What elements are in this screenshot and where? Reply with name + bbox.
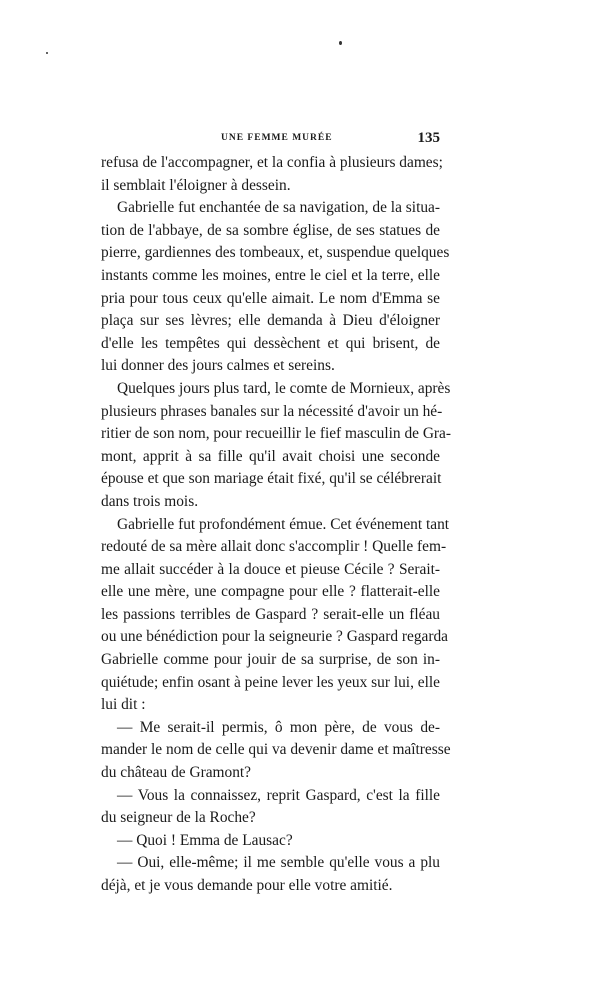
text-line: ritier de son nom, pour recueillir le fief masculin de Gra- — [101, 425, 452, 443]
text-line: Quelques jours plus tard, le comte de Mornieux, après — [117, 379, 451, 397]
ink-speck — [339, 41, 342, 45]
text-line: quiétude; enfin osant à peine lever les yeux sur lui, elle — [101, 673, 440, 691]
text-line: pria pour tous ceux qu'elle aimait. Le nom d'Emma se — [101, 289, 440, 307]
text-line: — Oui, elle-même; il me semble qu'elle vous a plu — [117, 854, 440, 872]
text-line: mont, apprit à sa fille qu'il avait choisi une seconde — [101, 447, 440, 465]
text-line: me allait succéder à la douce et pieuse Cécile ? Serait- — [101, 560, 440, 578]
text-line: refusa de l'accompagner, et la confia à plusieurs dames; — [101, 154, 443, 171]
text-line: déjà, et je vous demande pour elle votre amitié. — [101, 877, 393, 894]
text-line: du seigneur de la Roche? — [101, 809, 256, 827]
text-line: instants comme les moines, entre le ciel et la terre, elle — [101, 266, 440, 284]
text-line: les passions terribles de Gaspard ? serait-elle un fléau — [101, 605, 440, 623]
body-text — [101, 152, 452, 898]
text-line: ou une bénédiction pour la seigneurie ? Gaspard regarda — [101, 628, 449, 646]
text-line: Gabrielle fut profondément émue. Cet événement tant — [117, 515, 450, 533]
text-line: d'elle les tempêtes qui dessèchent et qui brisent, de — [101, 334, 440, 352]
text-line: — Quoi ! Emma de Lausac? — [117, 831, 293, 849]
text-line: plusieurs phrases banales sur la nécessité d'avoir un hé- — [101, 402, 443, 420]
text-line: mander le nom de celle qui va devenir dame et maîtresse — [101, 741, 451, 759]
text-line: du château de Gramont? — [101, 764, 251, 782]
text-line: il semblait l'éloigner à dessein. — [101, 176, 291, 194]
text-line: dans trois mois. — [101, 492, 199, 510]
text-line: redouté de sa mère allait donc s'accomplir ! Quelle fem- — [101, 538, 447, 556]
text-line: lui dit : — [101, 696, 146, 714]
text-line: plaça sur ses lèvres; elle demanda à Dieu d'éloigner — [101, 312, 440, 330]
text-line: tion de l'abbaye, de sa sombre église, de ses statues de — [101, 221, 440, 239]
text-line: pierre, gardiennes des tombeaux, et, suspendue quelques — [101, 244, 450, 262]
text-line: épouse et que son mariage était fixé, qu'il se célébrerait — [101, 470, 442, 488]
page-header — [101, 130, 440, 149]
running-title: UNE FEMME MURÉE — [221, 133, 333, 143]
text-line: Gabrielle comme pour jouir de sa surprise, de son in- — [101, 651, 440, 669]
text-line: elle une mère, une compagne pour elle ? flatterait-elle — [101, 583, 440, 601]
text-line: — Me serait-il permis, ô mon père, de vous de- — [117, 718, 440, 736]
text-line: Gabrielle fut enchantée de sa navigation, de la situa- — [117, 199, 440, 217]
text-line: lui donner des jours calmes et sereins. — [101, 357, 335, 375]
ink-speck — [46, 52, 48, 54]
text-line: — Vous la connaissez, reprit Gaspard, c'est la fille — [117, 786, 440, 804]
page-number: 135 — [417, 130, 440, 146]
